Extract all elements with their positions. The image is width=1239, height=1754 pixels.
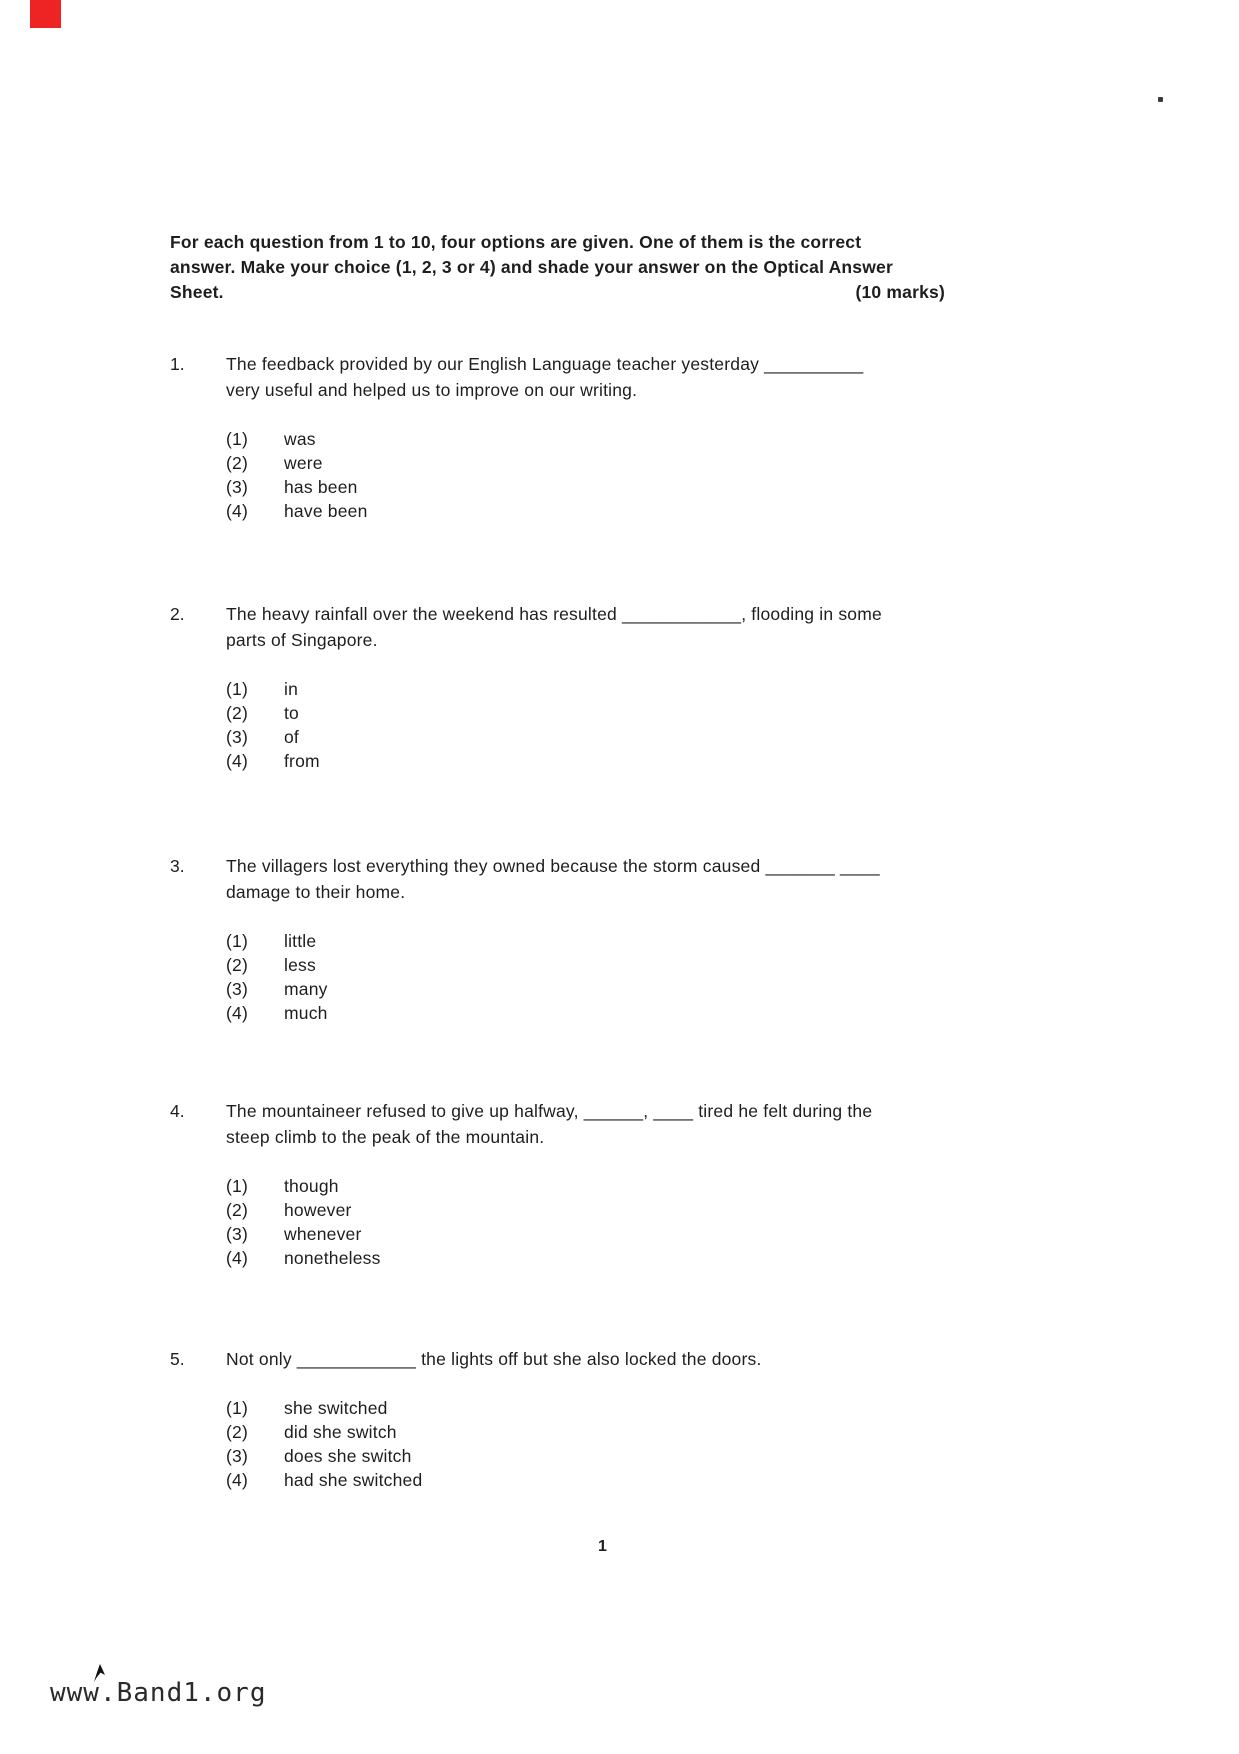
option-label: has been <box>284 477 358 497</box>
option-number: (3) <box>226 1446 248 1466</box>
option-number: (4) <box>226 501 248 521</box>
question-3-options <box>226 929 960 1025</box>
question-4-options <box>226 1174 960 1270</box>
red-scan-mark <box>30 0 61 28</box>
question-1-stem-line-1: The feedback provided by our English Language teacher yesterday __________ <box>226 354 864 374</box>
question-4-stem-line-2: steep climb to the peak of the mountain. <box>226 1127 545 1147</box>
option-row <box>226 1396 960 1420</box>
option-row <box>226 427 960 451</box>
scan-dot <box>1158 97 1163 102</box>
option-label: from <box>284 751 320 771</box>
question-4 <box>170 1098 960 1270</box>
question-5 <box>170 1346 960 1492</box>
instruction-line-1: For each question from 1 to 10, four options are given. One of them is the correct <box>170 232 862 252</box>
option-row <box>226 953 960 977</box>
option-number: (3) <box>226 1224 248 1244</box>
option-row <box>226 1444 960 1468</box>
option-label: nonetheless <box>284 1248 381 1268</box>
option-row <box>226 1246 960 1270</box>
option-number: (1) <box>226 1398 248 1418</box>
option-label: much <box>284 1003 328 1023</box>
option-row <box>226 1420 960 1444</box>
option-row <box>226 725 960 749</box>
marks-label: (10 marks) <box>855 282 945 302</box>
option-label: many <box>284 979 328 999</box>
question-5-options <box>226 1396 960 1492</box>
question-4-number: 4. <box>170 1101 185 1121</box>
watermark-text: www.Band1.org <box>50 1678 267 1708</box>
option-number: (3) <box>226 477 248 497</box>
option-row <box>226 1222 960 1246</box>
question-5-number: 5. <box>170 1349 185 1369</box>
option-label: to <box>284 703 299 723</box>
option-label: had she switched <box>284 1470 423 1490</box>
option-number: (4) <box>226 751 248 771</box>
option-label: she switched <box>284 1398 388 1418</box>
question-2 <box>170 601 960 773</box>
option-label: in <box>284 679 299 699</box>
option-label: though <box>284 1176 339 1196</box>
option-row <box>226 701 960 725</box>
option-label: were <box>284 453 323 473</box>
option-number: (4) <box>226 1248 248 1268</box>
option-number: (2) <box>226 1422 248 1442</box>
question-1-stem-line-2: very useful and helped us to improve on our writing. <box>226 380 638 400</box>
option-row <box>226 451 960 475</box>
option-label: was <box>284 429 316 449</box>
option-number: (2) <box>226 1200 248 1220</box>
option-number: (4) <box>226 1003 248 1023</box>
question-2-stem-line-2: parts of Singapore. <box>226 630 378 650</box>
option-row <box>226 1174 960 1198</box>
option-number: (2) <box>226 703 248 723</box>
option-label: little <box>284 931 317 951</box>
option-label: have been <box>284 501 368 521</box>
option-number: (1) <box>226 1176 248 1196</box>
question-3-stem-line-1: The villagers lost everything they owned because the storm caused _______ ____ <box>226 856 880 876</box>
question-4-stem-line-1: The mountaineer refused to give up halfway, ______, ____ tired he felt during the <box>226 1101 873 1121</box>
option-number: (2) <box>226 955 248 975</box>
instructions-paragraph <box>170 230 945 305</box>
option-label: did she switch <box>284 1422 397 1442</box>
option-row <box>226 929 960 953</box>
option-number: (3) <box>226 979 248 999</box>
question-2-stem-line-1: The heavy rainfall over the weekend has resulted ____________, flooding in some <box>226 604 882 624</box>
instruction-line-3: Sheet. <box>170 282 224 302</box>
option-row <box>226 499 960 523</box>
option-row <box>226 977 960 1001</box>
option-row <box>226 749 960 773</box>
page-number: 1 <box>598 1538 607 1555</box>
question-3-number: 3. <box>170 856 185 876</box>
option-row <box>226 1468 960 1492</box>
option-row <box>226 1198 960 1222</box>
option-label: whenever <box>284 1224 362 1244</box>
question-3-stem-line-2: damage to their home. <box>226 882 406 902</box>
question-2-number: 2. <box>170 604 185 624</box>
option-label: less <box>284 955 316 975</box>
question-5-stem-line-1: Not only ____________ the lights off but she also locked the doors. <box>226 1349 762 1369</box>
option-row <box>226 1001 960 1025</box>
option-label: does she switch <box>284 1446 412 1466</box>
instruction-line-2: answer. Make your choice (1, 2, 3 or 4) and shade your answer on the Optical Answer <box>170 257 893 277</box>
option-number: (1) <box>226 429 248 449</box>
option-number: (1) <box>226 931 248 951</box>
question-1-number: 1. <box>170 354 185 374</box>
option-number: (4) <box>226 1470 248 1490</box>
option-label: however <box>284 1200 352 1220</box>
question-1 <box>170 351 960 523</box>
question-1-options <box>226 427 960 523</box>
option-number: (3) <box>226 727 248 747</box>
option-label: of <box>284 727 299 747</box>
option-number: (2) <box>226 453 248 473</box>
option-row <box>226 475 960 499</box>
question-3 <box>170 853 960 1025</box>
question-2-options <box>226 677 960 773</box>
option-row <box>226 677 960 701</box>
option-number: (1) <box>226 679 248 699</box>
